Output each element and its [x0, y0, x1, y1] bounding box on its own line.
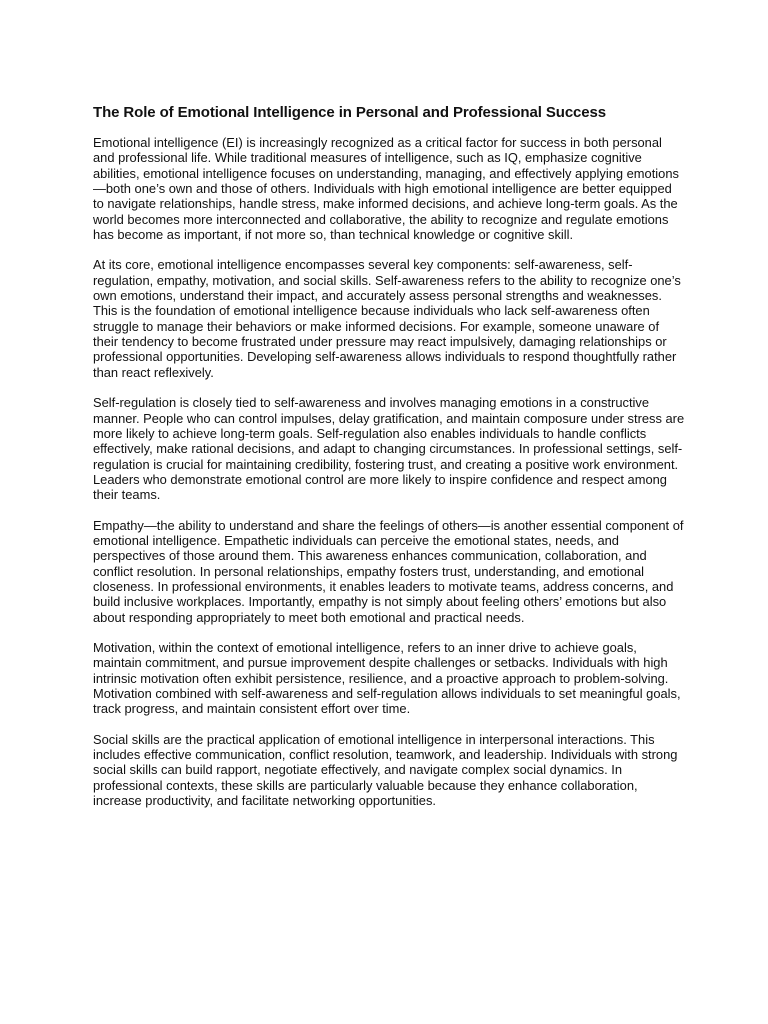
paragraph-social-skills: Social skills are the practical application of emotional intelligence in interpersonal interactions. This includes effective communication, conflict resolution, teamwork, and leadership. Individuals with strong social skills can build rapport, negotiate effectively, and navigate complex social dynamics. In professional contexts, these skills are particularly valuable because they enhance collaboration, increase productivity, and facilitate networking opportunities. — [93, 731, 678, 809]
paragraph-self-awareness: At its core, emotional intelligence encompasses several key components: self-awareness, self-regulation, empathy, motivation, and social skills. Self-awareness refers to the ability to recognize one’s own emotions, understand their impact, and accurately assess personal strengths and weaknesses. This is the foundation of emotional intelligence because individuals who lack self-awareness often struggle to manage their behaviors or make informed decisions. For example, someone unaware of their tendency to become frustrated under pressure may react impulsively, damaging relationships or professional opportunities. Developing self-awareness allows individuals to respond thoughtfully rather than react reflexively. — [93, 257, 681, 380]
paragraph-motivation: Motivation, within the context of emotional intelligence, refers to an inner drive to achieve goals, maintain commitment, and pursue improvement despite challenges or setbacks. Individuals with high intrinsic motivation often exhibit persistence, resilience, and a proactive approach to problem-solving. Motivation combined with self-awareness and self-regulation allows individuals to set meaningful goals, track progress, and maintain consistent effort over time. — [93, 639, 681, 717]
document-page — [93, 103, 685, 823]
paragraph-self-regulation: Self-regulation is closely tied to self-awareness and involves managing emotions in a constructive manner. People who can control impulses, delay gratification, and maintain composure under stress are more likely to achieve long-term goals. Self-regulation also enables individuals to handle conflicts effectively, make rational decisions, and adapt to changing circumstances. In professional settings, self-regulation is crucial for maintaining credibility, fostering trust, and creating a positive work environment. Leaders who demonstrate emotional control are more likely to inspire confidence and respect among their teams. — [93, 395, 685, 503]
document-title: The Role of Emotional Intelligence in Personal and Professional Success — [93, 104, 607, 121]
paragraph-empathy: Empathy—the ability to understand and share the feelings of others—is another essential component of emotional intelligence. Empathetic individuals can perceive the emotional states, needs, and perspectives of those around them. This awareness enhances communication, collaboration, and conflict resolution. In personal relationships, empathy fosters trust, understanding, and emotional closeness. In professional environments, it enables leaders to motivate teams, address concerns, and build inclusive workplaces. Importantly, empathy is not simply about feeling others’ emotions but also about responding appropriately to meet both emotional and practical needs. — [93, 517, 684, 625]
paragraph-intro: Emotional intelligence (EI) is increasingly recognized as a critical factor for success in both personal and professional life. While traditional measures of intelligence, such as IQ, emphasize cognitive abilities, emotional intelligence focuses on understanding, managing, and effectively applying emotions—both one’s own and those of others. Individuals with high emotional intelligence are better equipped to navigate relationships, handle stress, make informed decisions, and achieve long-term goals. As the world becomes more interconnected and collaborative, the ability to recognize and regulate emotions has become as important, if not more so, than technical knowledge or cognitive skill. — [93, 135, 679, 243]
